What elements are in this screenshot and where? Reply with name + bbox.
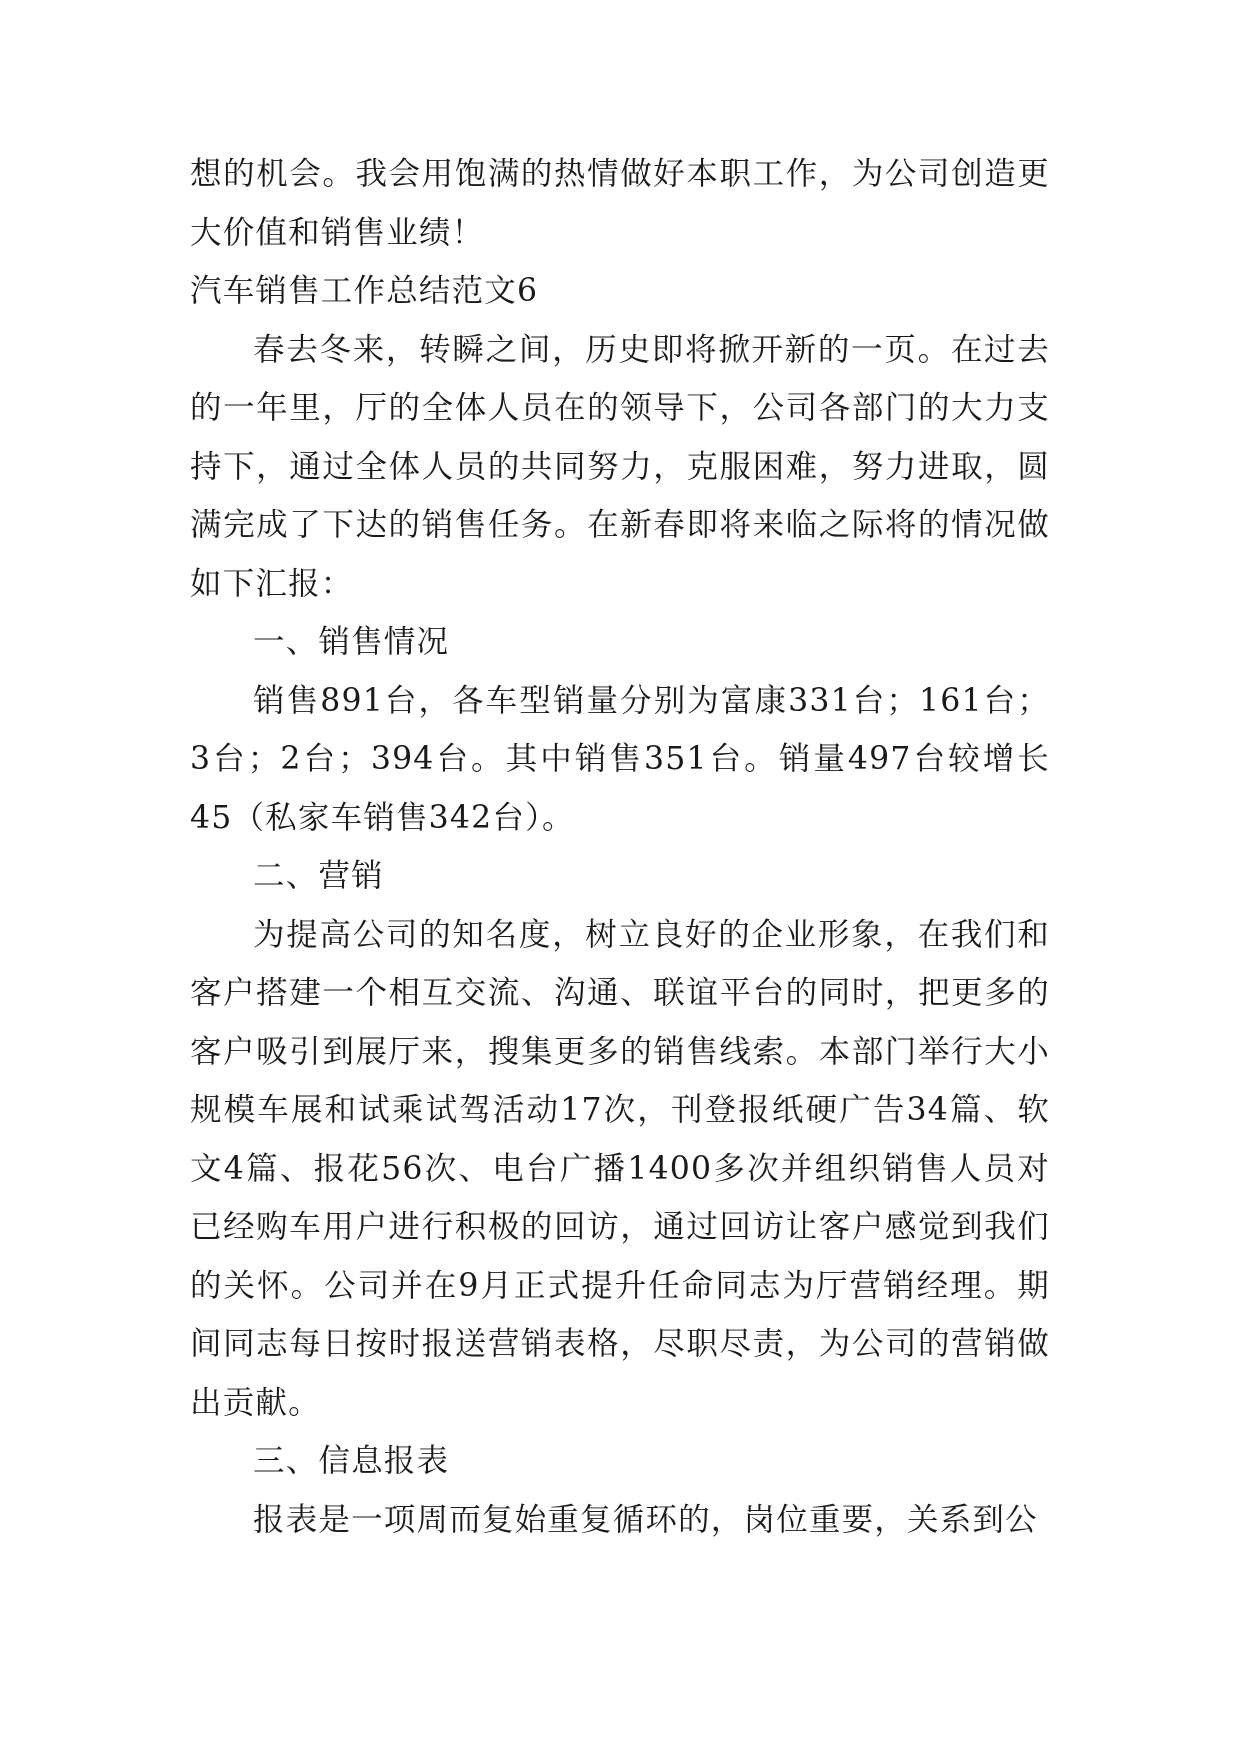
paragraph-reports: 报表是一项周而复始重复循环的，岗位重要，关系到公 (253, 1501, 1038, 1538)
document-body (190, 145, 1050, 1549)
heading-info-reports: 三、信息报表 (253, 1443, 450, 1479)
heading-sales-situation: 一、销售情况 (253, 624, 450, 660)
paragraph-continuation: 想的机会。我会用饱满的热情做好本职工作，为公司创造更大价值和销售业绩！ (190, 156, 1050, 251)
paragraph-intro: 春去冬来，转瞬之间，历史即将掀开新的一页。在过去的一年里，厅的全体人员在的领导下，公司各部门的大力支持下，通过全体人员的共同努力，克服困难，努力进取，圆满完成了下达的销售任务。在新春即将来临之际将的情况做如下汇报： (190, 331, 1050, 602)
paragraph-marketing: 为提高公司的知名度，树立良好的企业形象，在我们和客户搭建一个相互交流、沟通、联谊平台的同时，把更多的客户吸引到展厅来，搜集更多的销售线索。本部门举行大小规模车展和试乘试驾活动17次，刊登报纸硬广告34篇、软文4篇、报花56次、电台广播1400多次并组织销售人员对已经购车用户进行积极的回访，通过回访让客户感觉到我们的关怀。公司并在9月正式提升任命同志为厅营销经理。期间同志每日按时报送营销表格，尽职尽责，为公司的营销做出贡献。 (190, 916, 1050, 1421)
paragraph-sales-figures: 销售891台，各车型销量分别为富康331台；161台；3台；2台；394台。其中销售351台。销量497台较增长45（私家车销售342台）。 (190, 682, 1050, 836)
section-title: 汽车销售工作总结范文6 (190, 273, 539, 309)
heading-marketing: 二、营销 (253, 858, 384, 894)
